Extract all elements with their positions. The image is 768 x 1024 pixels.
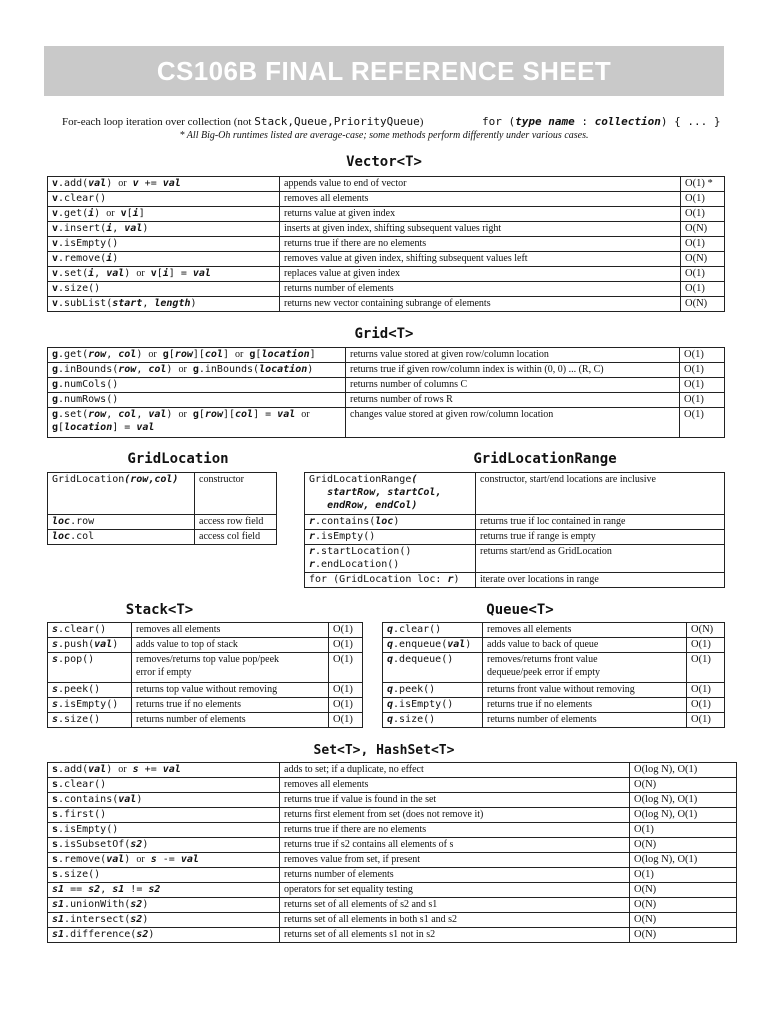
method-signature: s.isEmpty() <box>48 823 280 838</box>
runtime: O(1) <box>687 713 725 728</box>
table-row <box>305 573 725 588</box>
runtime: O(1) <box>687 638 725 653</box>
method-description: removes all elements <box>483 623 687 638</box>
foreach-intro <box>62 115 722 128</box>
method-signature: v.insert(i, val) <box>48 222 280 237</box>
method-description: operators for set equality testing <box>280 883 630 898</box>
runtime: O(log N), O(1) <box>630 808 737 823</box>
queue-title: Queue<T> <box>486 602 554 618</box>
method-description: adds value to back of queue <box>483 638 687 653</box>
table-row <box>48 713 363 728</box>
table-row <box>48 793 737 808</box>
method-description: access row field <box>195 515 277 530</box>
runtime: O(log N), O(1) <box>630 763 737 778</box>
runtime: O(N) <box>630 838 737 853</box>
method-signature: s1.unionWith(s2) <box>48 898 280 913</box>
table-row <box>48 378 725 393</box>
runtime: O(N) <box>681 222 725 237</box>
method-signature: r.startLocation() r.endLocation() <box>305 545 476 573</box>
table-row <box>48 913 737 928</box>
table-row <box>48 808 737 823</box>
runtime: O(log N), O(1) <box>630 793 737 808</box>
runtime: O(N) <box>681 297 725 312</box>
runtime: O(1) <box>680 378 725 393</box>
runtime: O(1) <box>681 237 725 252</box>
method-description: returns true if loc contained in range <box>476 515 725 530</box>
method-signature: s.peek() <box>48 683 132 698</box>
method-signature: q.dequeue() <box>383 653 483 683</box>
runtime: O(N) <box>630 883 737 898</box>
method-signature: q.clear() <box>383 623 483 638</box>
method-description: removes all elements <box>280 192 681 207</box>
foreach-syntax: for (type name : collection) { ... } <box>482 115 721 128</box>
table-row <box>48 348 725 363</box>
method-description: returns true if no elements <box>132 698 329 713</box>
method-signature: s.contains(val) <box>48 793 280 808</box>
table-row <box>48 653 363 683</box>
runtime: O(1) <box>681 207 725 222</box>
method-description: returns set of all elements of s2 and s1 <box>280 898 630 913</box>
method-signature: s1.difference(s2) <box>48 928 280 943</box>
method-signature: s.isSubsetOf(s2) <box>48 838 280 853</box>
method-signature: for (GridLocation loc: r) <box>305 573 476 588</box>
method-signature: s.push(val) <box>48 638 132 653</box>
method-description: removes value at given index, shifting subsequent values left <box>280 252 681 267</box>
runtime: O(N) <box>630 913 737 928</box>
method-description: removes all elements <box>280 778 630 793</box>
table-row <box>48 868 737 883</box>
method-description: returns front value without removing <box>483 683 687 698</box>
method-signature: v.clear() <box>48 192 280 207</box>
table-row <box>48 393 725 408</box>
runtime: O(1) <box>329 623 363 638</box>
set-title <box>44 742 724 758</box>
method-signature: r.isEmpty() <box>305 530 476 545</box>
method-signature: s.add(val) or s += val <box>48 763 280 778</box>
table-row <box>305 545 725 573</box>
runtime: O(1) <box>680 348 725 363</box>
method-signature: g.numCols() <box>48 378 346 393</box>
method-signature: v.set(i, val) or v[i] = val <box>48 267 280 282</box>
table-row <box>48 237 725 252</box>
runtime: O(1) <box>681 267 725 282</box>
method-signature: s.size() <box>48 713 132 728</box>
method-signature: s1.intersect(s2) <box>48 913 280 928</box>
method-signature: q.enqueue(val) <box>383 638 483 653</box>
table-row <box>305 530 725 545</box>
method-description: returns true if s2 contains all elements of s <box>280 838 630 853</box>
method-description: returns value at given index <box>280 207 681 222</box>
method-description: returns number of columns C <box>346 378 680 393</box>
runtime: O(1) <box>329 653 363 683</box>
method-signature: s.size() <box>48 868 280 883</box>
method-signature: q.peek() <box>383 683 483 698</box>
method-signature: v.get(i) or v[i] <box>48 207 280 222</box>
method-signature: s.pop() <box>48 653 132 683</box>
runtime: O(N) <box>630 778 737 793</box>
table-row <box>48 683 363 698</box>
method-description: returns number of rows R <box>346 393 680 408</box>
method-signature: v.remove(i) <box>48 252 280 267</box>
method-signature: s.clear() <box>48 623 132 638</box>
runtime: O(1) <box>681 282 725 297</box>
foreach-excluded-types: Stack,Queue,PriorityQueue <box>254 115 420 128</box>
foreach-intro-text: For-each loop iteration over collection (not <box>62 116 255 128</box>
table-row <box>48 207 725 222</box>
runtime: O(1) <box>329 713 363 728</box>
table-row <box>305 473 725 515</box>
stack-table <box>47 622 363 728</box>
table-row <box>48 763 737 778</box>
runtime: O(1) <box>681 192 725 207</box>
method-signature: v.isEmpty() <box>48 237 280 252</box>
runtime: O(log N), O(1) <box>630 853 737 868</box>
runtime: O(N) <box>687 623 725 638</box>
table-row <box>48 623 363 638</box>
table-row <box>48 928 737 943</box>
method-signature: v.add(val) or v += val <box>48 177 280 192</box>
table-row <box>48 192 725 207</box>
method-description: constructor, start/end locations are inclusive <box>476 473 725 515</box>
method-description: removes/returns front value dequeue/peek error if empty <box>483 653 687 683</box>
runtime: O(1) <box>329 698 363 713</box>
table-row <box>48 778 737 793</box>
table-row <box>48 883 737 898</box>
table-row <box>48 898 737 913</box>
table-row <box>48 282 725 297</box>
table-row <box>48 252 725 267</box>
method-description: removes value from set, if present <box>280 853 630 868</box>
method-description: returns first element from set (does not remove it) <box>280 808 630 823</box>
gridlocation-table <box>47 472 277 545</box>
gridlocation-title: GridLocation <box>127 451 229 467</box>
grid-title: Grid<T> <box>354 326 414 342</box>
method-description: appends value to end of vector <box>280 177 681 192</box>
method-description: returns number of elements <box>280 868 630 883</box>
table-row <box>48 823 737 838</box>
runtime: O(1) <box>329 638 363 653</box>
runtime: O(1) <box>687 698 725 713</box>
foreach-intro-tail: ) <box>419 116 424 128</box>
method-description: adds to set; if a duplicate, no effect <box>280 763 630 778</box>
method-description: returns true if there are no elements <box>280 823 630 838</box>
runtime: O(N) <box>681 252 725 267</box>
method-signature: g.inBounds(row, col) or g.inBounds(location) <box>48 363 346 378</box>
table-row <box>383 638 725 653</box>
method-description: constructor <box>195 473 277 515</box>
method-description: returns value stored at given row/column location <box>346 348 680 363</box>
method-signature: s.first() <box>48 808 280 823</box>
table-row <box>48 515 277 530</box>
runtime: O(1) <box>630 868 737 883</box>
table-row <box>383 713 725 728</box>
table-row <box>48 853 737 868</box>
method-description: returns number of elements <box>483 713 687 728</box>
method-description: returns new vector containing subrange of elements <box>280 297 681 312</box>
method-description: access col field <box>195 530 277 545</box>
runtime: O(N) <box>630 898 737 913</box>
runtime: O(N) <box>630 928 737 943</box>
runtime: O(1) <box>687 653 725 683</box>
table-row <box>48 267 725 282</box>
table-row <box>48 363 725 378</box>
method-description: returns number of elements <box>132 713 329 728</box>
method-signature: s.isEmpty() <box>48 698 132 713</box>
table-row <box>383 623 725 638</box>
method-signature: GridLocation(row,col) <box>48 473 195 515</box>
table-row <box>48 638 363 653</box>
runtime: O(1) <box>680 393 725 408</box>
set-title-text: Set<T>, HashSet<T> <box>313 743 455 758</box>
runtime: O(1) * <box>681 177 725 192</box>
table-row <box>48 222 725 237</box>
vector-table <box>47 176 725 312</box>
method-signature: s.clear() <box>48 778 280 793</box>
method-signature: q.isEmpty() <box>383 698 483 713</box>
table-row <box>383 683 725 698</box>
table-row <box>48 838 737 853</box>
big-oh-note: * All Big-Oh runtimes listed are average-case; some methods perform differently under various cases. <box>179 130 589 141</box>
method-signature: v.subList(start, length) <box>48 297 280 312</box>
method-signature: GridLocationRange( startRow, startCol, endRow, endCol) <box>305 473 476 515</box>
method-description: removes all elements <box>132 623 329 638</box>
method-description: replaces value at given index <box>280 267 681 282</box>
method-description: returns true if range is empty <box>476 530 725 545</box>
method-description: returns true if no elements <box>483 698 687 713</box>
table-row <box>305 515 725 530</box>
table-row <box>383 698 725 713</box>
method-signature: g.numRows() <box>48 393 346 408</box>
stack-title: Stack<T> <box>125 602 194 618</box>
method-signature: g.get(row, col) or g[row][col] or g[location] <box>48 348 346 363</box>
gridlocationrange-table <box>304 472 725 588</box>
vector-title: Vector<T> <box>346 154 422 170</box>
set-table <box>47 762 737 943</box>
method-signature: s1 == s2, s1 != s2 <box>48 883 280 898</box>
table-row <box>383 653 725 683</box>
method-signature: loc.row <box>48 515 195 530</box>
method-signature: q.size() <box>383 713 483 728</box>
method-description: returns true if given row/column index is within (0, 0) ... (R, C) <box>346 363 680 378</box>
grid-table <box>47 347 725 438</box>
method-description: iterate over locations in range <box>476 573 725 588</box>
method-signature: g.set(row, col, val) or g[row][col] = val or g[location] = val <box>48 408 346 438</box>
method-description: removes/returns top value pop/peek error if empty <box>132 653 329 683</box>
method-signature: s.remove(val) or s -= val <box>48 853 280 868</box>
method-description: returns top value without removing <box>132 683 329 698</box>
method-signature: v.size() <box>48 282 280 297</box>
runtime: O(1) <box>680 363 725 378</box>
method-signature: loc.col <box>48 530 195 545</box>
table-row <box>48 408 725 438</box>
method-description: returns true if there are no elements <box>280 237 681 252</box>
method-description: returns number of elements <box>280 282 681 297</box>
method-description: returns true if value is found in the set <box>280 793 630 808</box>
method-signature: r.contains(loc) <box>305 515 476 530</box>
queue-table <box>382 622 725 728</box>
method-description: returns set of all elements in both s1 and s2 <box>280 913 630 928</box>
runtime: O(1) <box>630 823 737 838</box>
runtime: O(1) <box>680 408 725 438</box>
runtime: O(1) <box>687 683 725 698</box>
method-description: returns start/end as GridLocation <box>476 545 725 573</box>
method-description: returns set of all elements s1 not in s2 <box>280 928 630 943</box>
method-description: adds value to top of stack <box>132 638 329 653</box>
method-description: changes value stored at given row/column location <box>346 408 680 438</box>
page-title: CS106B FINAL REFERENCE SHEET <box>44 46 724 96</box>
gridlocationrange-title: GridLocationRange <box>473 451 617 467</box>
table-row <box>48 698 363 713</box>
table-row <box>48 177 725 192</box>
runtime: O(1) <box>329 683 363 698</box>
table-row <box>48 473 277 515</box>
table-row <box>48 297 725 312</box>
table-row <box>48 530 277 545</box>
method-description: inserts at given index, shifting subsequent values right <box>280 222 681 237</box>
